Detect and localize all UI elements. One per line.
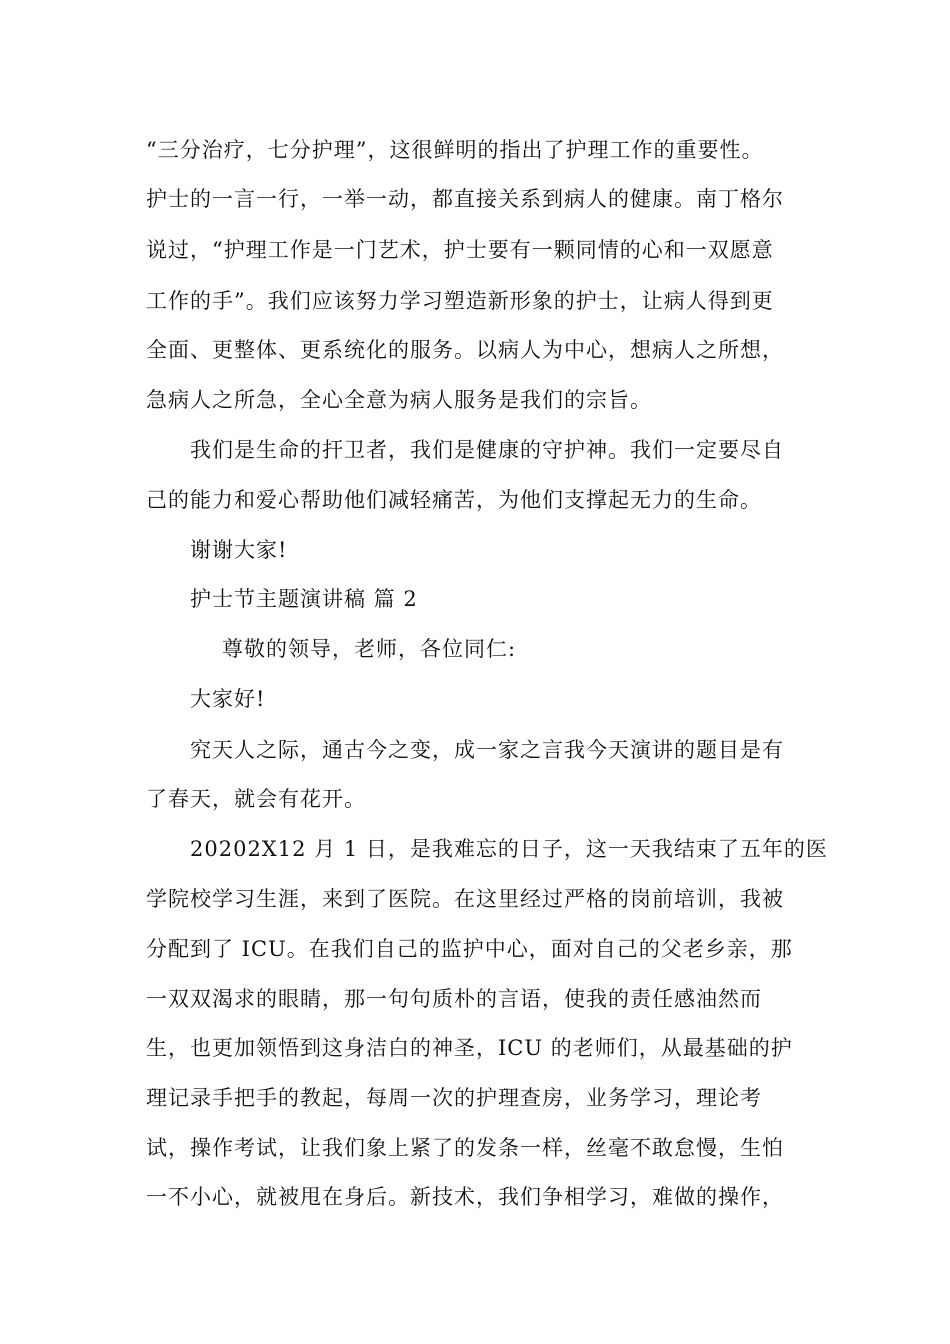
salutation-line: 尊敬的领导，老师，各位同仁: <box>222 637 517 661</box>
paragraph-line: 说过，“护理工作是一门艺术，护士要有一颗同情的心和一双愿意 <box>146 238 774 262</box>
paragraph-line: 全面、更整体、更系统化的服务。以病人为中心，想病人之所想， <box>146 338 784 362</box>
closing-line: 谢谢大家! <box>190 538 288 562</box>
paragraph-line: 究天人之际，通古今之变，成一家之言我今天演讲的题目是有 <box>190 738 784 762</box>
paragraph-line: 试，操作考试，让我们象上紧了的发条一样，丝毫不敢怠慢，生怕 <box>146 1136 784 1160</box>
paragraph-line: 理记录手把手的教起，每周一次的护理查房，业务学习，理论考 <box>146 1086 762 1110</box>
paragraph-line: 我们是生命的扞卫者，我们是健康的守护神。我们一定要尽自 <box>190 438 784 462</box>
paragraph-line: 一双双渴求的眼睛，那一句句质朴的言语，使我的责任感油然而 <box>146 987 762 1011</box>
paragraph-line: 护士的一言一行，一举一动，都直接关系到病人的健康。南丁格尔 <box>146 187 784 211</box>
paragraph-line: 工作的手”。我们应该努力学习塑造新形象的护士，让病人得到更 <box>146 289 774 313</box>
paragraph-line: 急病人之所急，全心全意为病人服务是我们的宗旨。 <box>146 388 652 412</box>
paragraph-line: 一不小心，就被甩在身后。新技术，我们争相学习，难做的操作， <box>146 1185 784 1209</box>
section-heading: 护士节主题演讲稿 篇 2 <box>190 587 418 611</box>
paragraph-line: 20202X12 月 1 日，是我难忘的日子，这一天我结束了五年的医 <box>190 837 828 861</box>
paragraph-line: “三分治疗，七分护理”，这很鲜明的指出了护理工作的重要性。 <box>146 138 764 162</box>
paragraph-line: 学院校学习生涯，来到了医院。在这里经过严格的岗前培训，我被 <box>146 887 784 911</box>
paragraph-line: 生，也更加领悟到这身洁白的神圣，ICU 的老师们，从最基础的护 <box>146 1036 793 1060</box>
paragraph-line: 分配到了 ICU。在我们自己的监护中心，面对自己的父老乡亲，那 <box>146 937 793 961</box>
paragraph-line: 己的能力和爱心帮助他们减轻痛苦，为他们支撑起无力的生命。 <box>146 488 762 512</box>
paragraph-line: 了春天，就会有花开。 <box>146 787 366 811</box>
greeting-line: 大家好! <box>190 687 266 711</box>
